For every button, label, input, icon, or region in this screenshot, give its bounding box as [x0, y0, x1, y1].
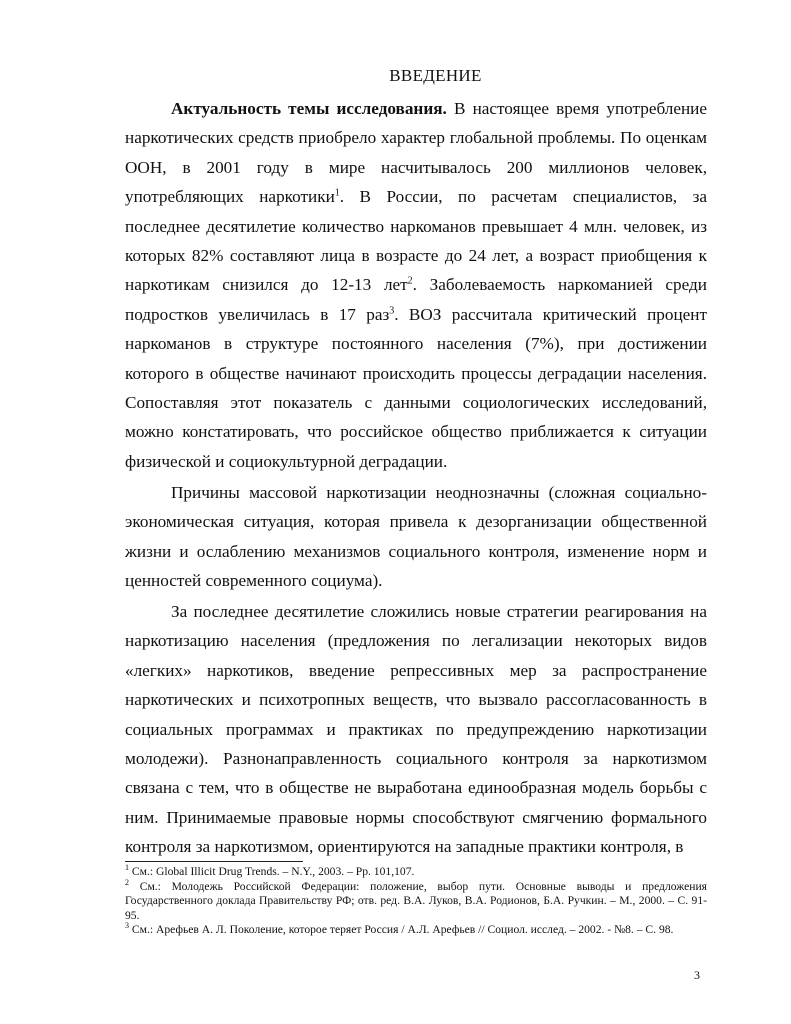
paragraph-1-segment-2: . В России, по расчетам специалистов, за последнее десятилетие количество наркоманов превышает 4 млн. человек, из которых 82% составляют лица в возрасте до 24 лет, а возраст приобщения к наркотикам снизился до 12-13 лет — [125, 187, 707, 295]
footnote-text: См.: Global Illicit Drug Trends. – N.Y., 2003. – Pp. 101,107. — [129, 865, 415, 878]
body-text — [125, 94, 707, 863]
paragraph-1-segment-1: В настоящее время употребление наркотических средств приобрело характер глобальной проблемы. По оценкам ООН, в 2001 году в мире насчитывалось 200 миллионов человек, употребляющих наркотики — [125, 99, 708, 207]
footnotes — [125, 865, 707, 938]
paragraph-1-segment-3: . Заболеваемость наркоманией среди подростков увеличилась в 17 раз — [125, 275, 707, 324]
paragraph-lead: Актуальность темы исследования. — [171, 99, 447, 118]
footnote-number: 2 — [125, 877, 129, 887]
footnote-divider — [125, 861, 303, 862]
section-heading: ВВЕДЕНИЕ — [389, 66, 482, 85]
paragraph-1-segment-4: . ВОЗ рассчитала критический процент наркоманов в структуре постоянного населения (7%), при достижении которого в обществе начинают происходить процессы деградации населения. Сопоставляя этот показатель с данными социологических исследований, можно констатировать, что российское общество приближается к ситуации физической и социокультурной деградации. — [125, 304, 707, 471]
footnote-2 — [125, 877, 707, 924]
footnote-ref-3: 3 — [389, 305, 395, 317]
paragraph-1 — [125, 94, 707, 476]
footnote-1 — [125, 865, 707, 880]
page-number: 3 — [694, 968, 700, 982]
footnote-3 — [125, 923, 707, 938]
footnote-number: 3 — [125, 921, 129, 931]
footnote-text: См.: Арефьев А. Л. Поколение, которое теряет Россия / А.Л. Арефьев // Социол. исслед. – 2002. - №8. – С. 98. — [129, 923, 674, 936]
footnote-text: См.: Молодежь Российской Федерации: положение, выбор пути. Основные выводы и предложения Государственного доклада Правительству РФ; отв. ред. В.А. Луков, В.А. Родионов, Б.А. Ручкин. – М., 2000. – С. 91-95. — [125, 879, 707, 922]
footnote-number: 1 — [125, 863, 129, 873]
paragraph-3: За последнее десятилетие сложились новые стратегии реагирования на наркотизацию населения (предложения по легализации некоторых видов «легких» наркотиков, введение репрессивных мер за распространение наркотических и психотропных веществ, что вызвало рассогласованность в социальных программах и практиках по предупреждению наркотизации молодежи). Разнонаправленность социального контроля за наркотизмом связана с тем, что в обществе не выработана единообразная модель борьбы с ним. Принимаемые правовые нормы способствуют смягчению формального контроля за наркотизмом, ориентируются на западные практики контроля, в — [125, 601, 707, 857]
paragraph-2: Причины массовой наркотизации неоднозначны (сложная социально-экономическая ситуация, которая привела к дезорганизации общественной жизни и ослаблению механизмов социального контроля, изменение норм и ценностей современного социума). — [125, 482, 707, 590]
footnote-ref-2: 2 — [407, 275, 413, 287]
footnote-ref-1: 1 — [334, 187, 340, 199]
